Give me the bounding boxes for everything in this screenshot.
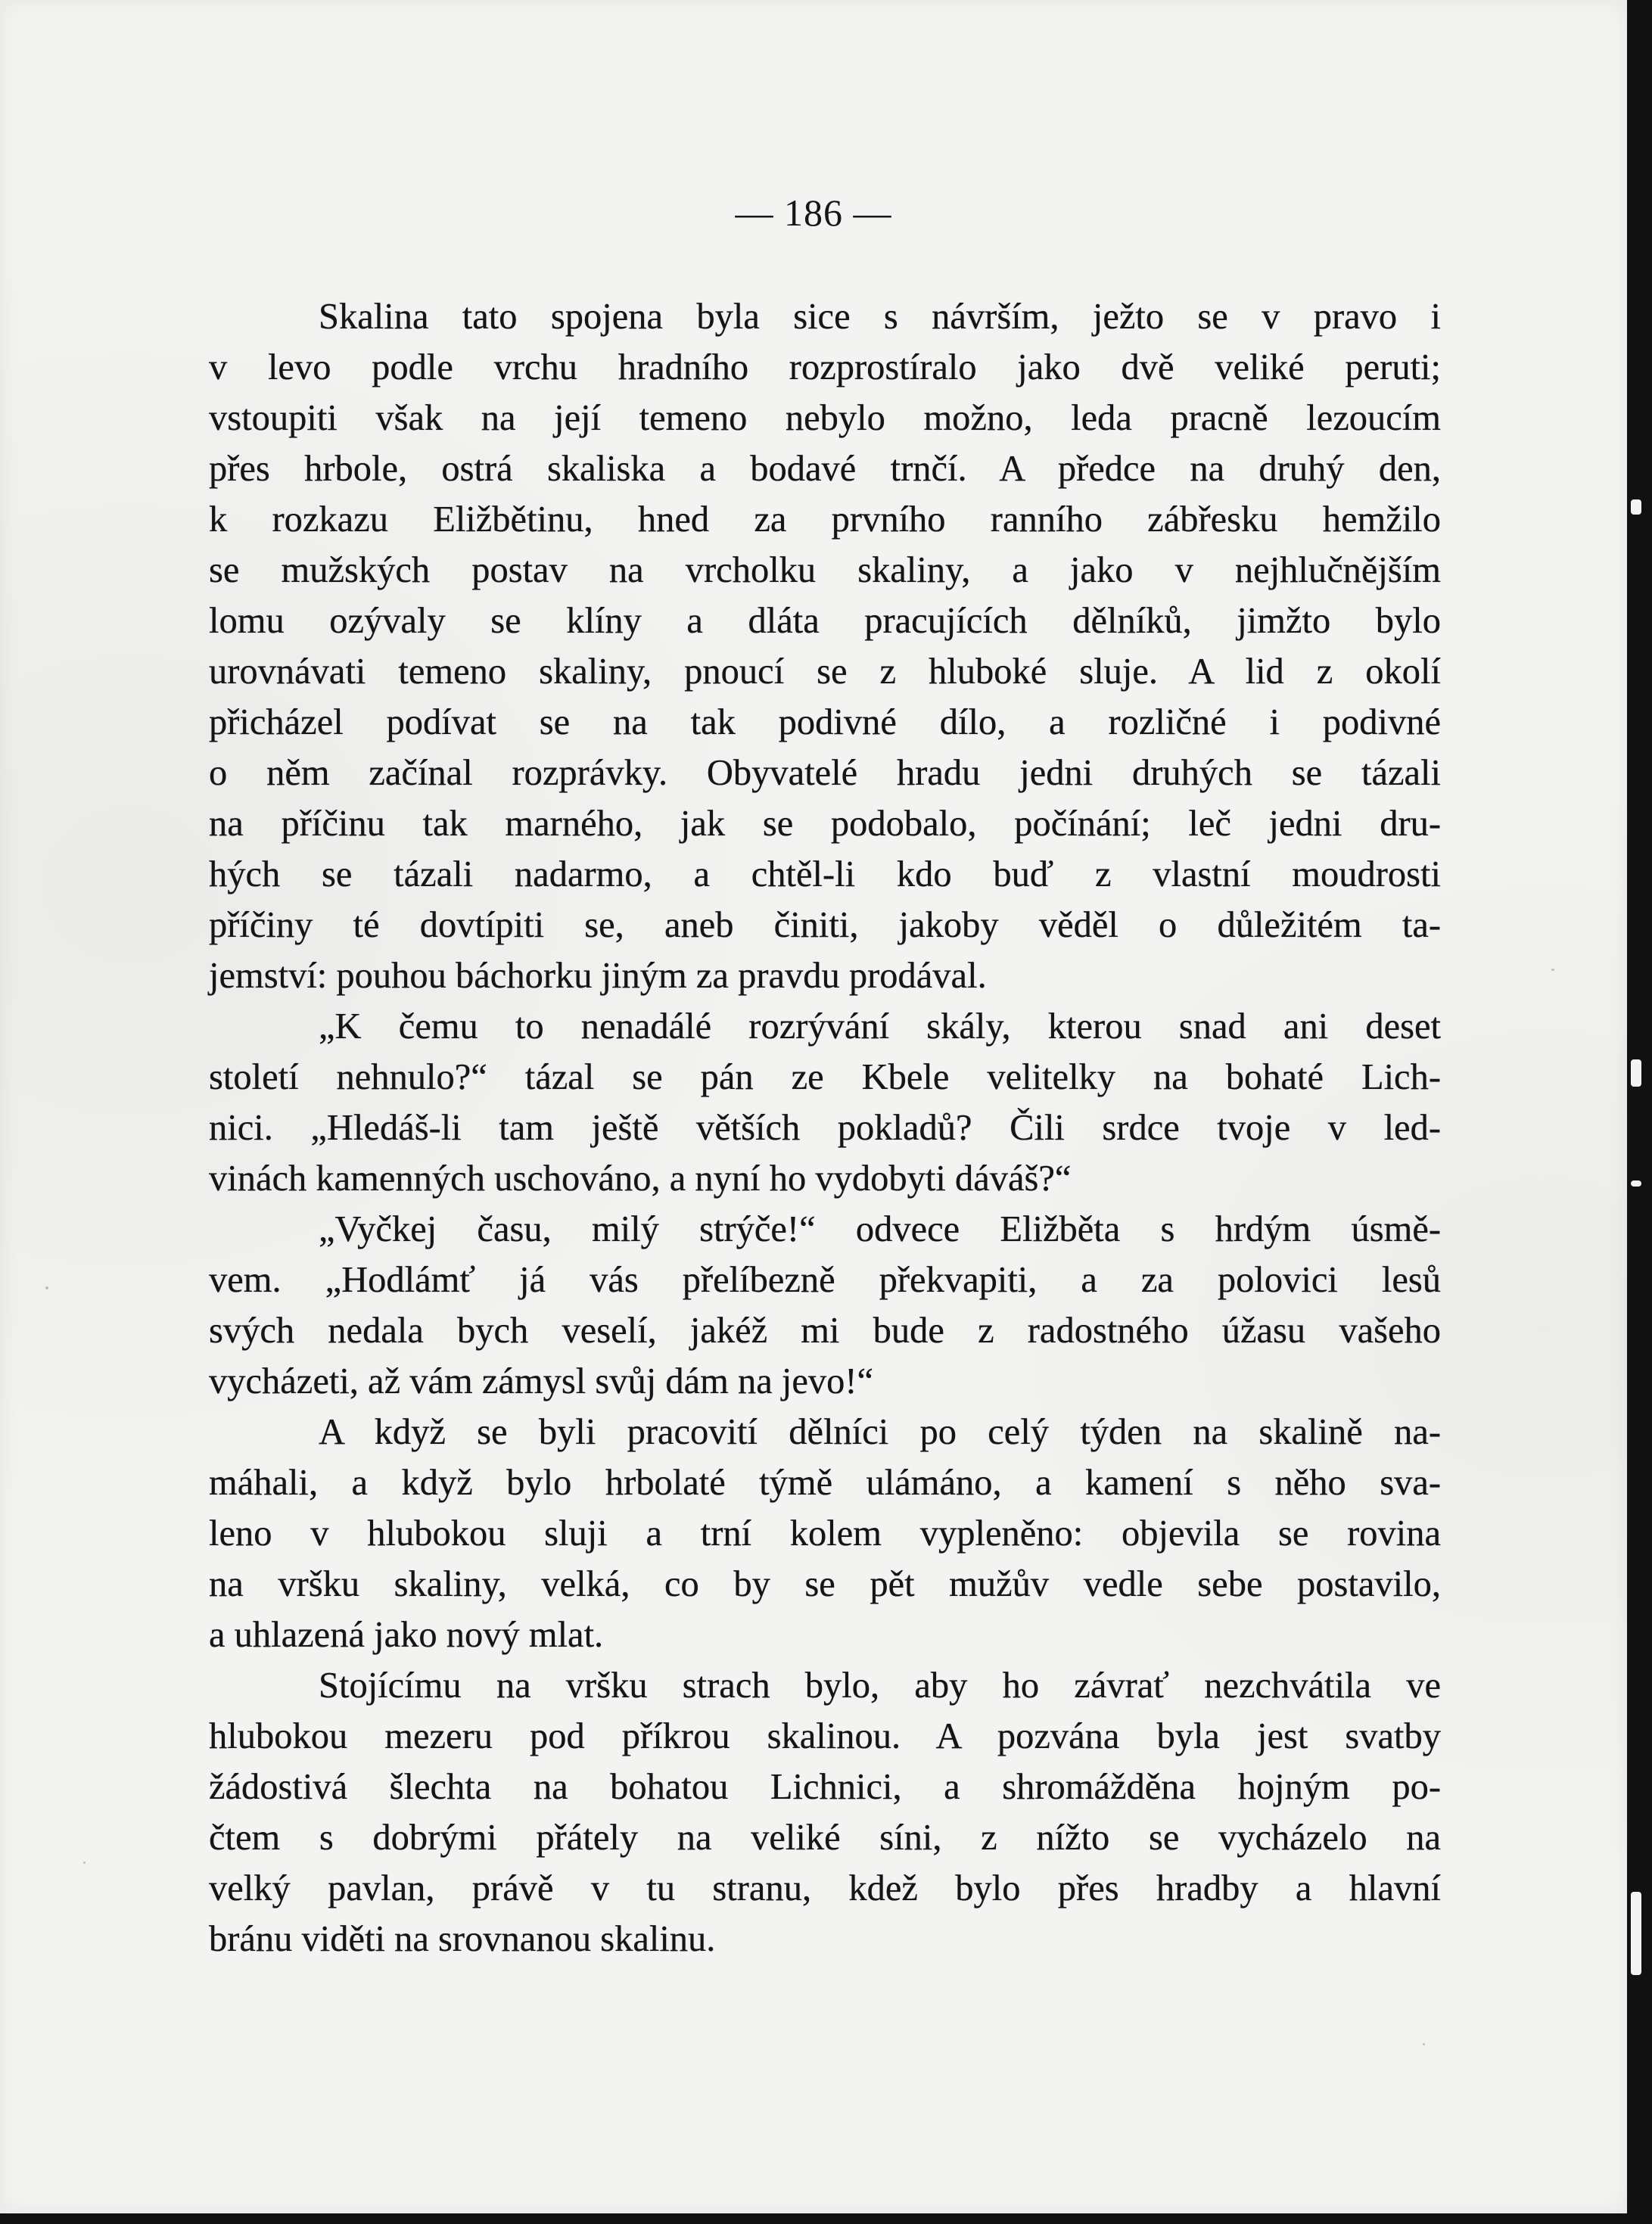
page-number-header: — 186 — <box>735 191 892 234</box>
text-line: nici. „Hledáš-li tam ještě větších pokladů? Čili srdce tvoje v led- <box>209 1108 1441 1148</box>
page-edge-mark <box>1631 1180 1641 1187</box>
text-line: A když se byli pracovití dělníci po celý týden na skalině na- <box>319 1412 1441 1452</box>
text-line: čtem s dobrými přátely na veliké síni, z nížto se vycházelo na <box>209 1818 1441 1858</box>
text-line: přicházel podívat se na tak podivné dílo, a rozličné i podivné <box>209 702 1441 742</box>
scan-bottom-border <box>0 2213 1652 2224</box>
text-line: se mužských postav na vrcholku skaliny, a jako v nejhlučnějším <box>209 550 1441 590</box>
text-line: leno v hlubokou sluji a trní kolem vypleněno: objevila se rovina <box>209 1513 1441 1554</box>
text-line: svých nedala bych veselí, jakéž mi bude z radostného úžasu vašeho <box>209 1311 1441 1351</box>
page-edge-mark <box>1631 1059 1641 1087</box>
text-line: „K čemu to nenadálé rozrývání skály, kterou snad ani deset <box>319 1006 1441 1047</box>
text-line: urovnávati temeno skaliny, pnoucí se z hluboké sluje. A lid z okolí <box>209 652 1441 692</box>
text-line: přes hrbole, ostrá skaliska a bodavé trnčí. A předce na druhý den, <box>209 449 1441 489</box>
text-line: a uhlazená jako nový mlat. <box>209 1615 604 1655</box>
text-line: vstoupiti však na její temeno nebylo možno, leda pracně lezoucím <box>209 398 1441 438</box>
text-line: bránu viděti na srovnanou skalinu. <box>209 1919 716 1959</box>
paper-speck <box>1551 969 1554 971</box>
text-line: století nehnulo?“ tázal se pán ze Kbele velitelky na bohaté Lich- <box>209 1057 1441 1097</box>
text-line: jemství: pouhou báchorku jiným za pravdu prodával. <box>209 956 987 996</box>
text-line: hlubokou mezeru pod příkrou skalinou. A pozvána byla jest svatby <box>209 1716 1441 1756</box>
scan-right-border <box>1627 0 1652 2224</box>
text-line: o něm začínal rozprávky. Obyvatelé hradu jedni druhých se tázali <box>209 753 1441 793</box>
text-line: žádostivá šlechta na bohatou Lichnici, a shromážděna hojným po- <box>209 1767 1441 1807</box>
page-edge-mark <box>1631 499 1641 515</box>
text-line: na příčinu tak marného, jak se podobalo, počínání; leč jedni dru- <box>209 804 1441 844</box>
text-line: na vršku skaliny, velká, co by se pět mužův vedle sebe postavilo, <box>209 1564 1441 1604</box>
text-line: Stojícímu na vršku strach bylo, aby ho závrať nezchvátila ve <box>319 1666 1441 1706</box>
body-text <box>209 291 1441 1964</box>
text-line: vem. „Hodlámť já vás přelíbezně překvapiti, a za polovici lesů <box>209 1260 1441 1300</box>
text-line: „Vyčkej času, milý strýče!“ odvece Eližběta s hrdým úsmě- <box>319 1209 1441 1249</box>
text-line: vycházeti, až vám zámysl svůj dám na jevo!“ <box>209 1361 874 1401</box>
paper-speck <box>45 1286 48 1289</box>
text-line: příčiny té dovtípiti se, aneb činiti, jakoby věděl o důležitém ta- <box>209 905 1441 945</box>
text-line: lomu ozývaly se klíny a dláta pracujících dělníků, jimžto bylo <box>209 601 1441 641</box>
text-line: Skalina tato spojena byla sice s návrším, ježto se v pravo i <box>319 297 1441 337</box>
text-line: k rozkazu Eližbětinu, hned za prvního ranního zábřesku hemžilo <box>209 499 1441 540</box>
text-line: v levo podle vrchu hradního rozprostíralo jako dvě veliké peruti; <box>209 347 1441 387</box>
page-edge-mark <box>1631 1892 1641 1975</box>
text-line: máhali, a když bylo hrbolaté týmě ulámáno, a kamení s něho sva- <box>209 1463 1441 1503</box>
paper-speck <box>83 1862 86 1864</box>
paper-speck <box>1423 2043 1425 2045</box>
text-line: velký pavlan, právě v tu stranu, kdež bylo přes hradby a hlavní <box>209 1868 1441 1908</box>
text-line: vinách kamenných uschováno, a nyní ho vydobyti dáváš?“ <box>209 1159 1072 1199</box>
text-line: hých se tázali nadarmo, a chtěl-li kdo buď z vlastní moudrosti <box>209 854 1441 894</box>
